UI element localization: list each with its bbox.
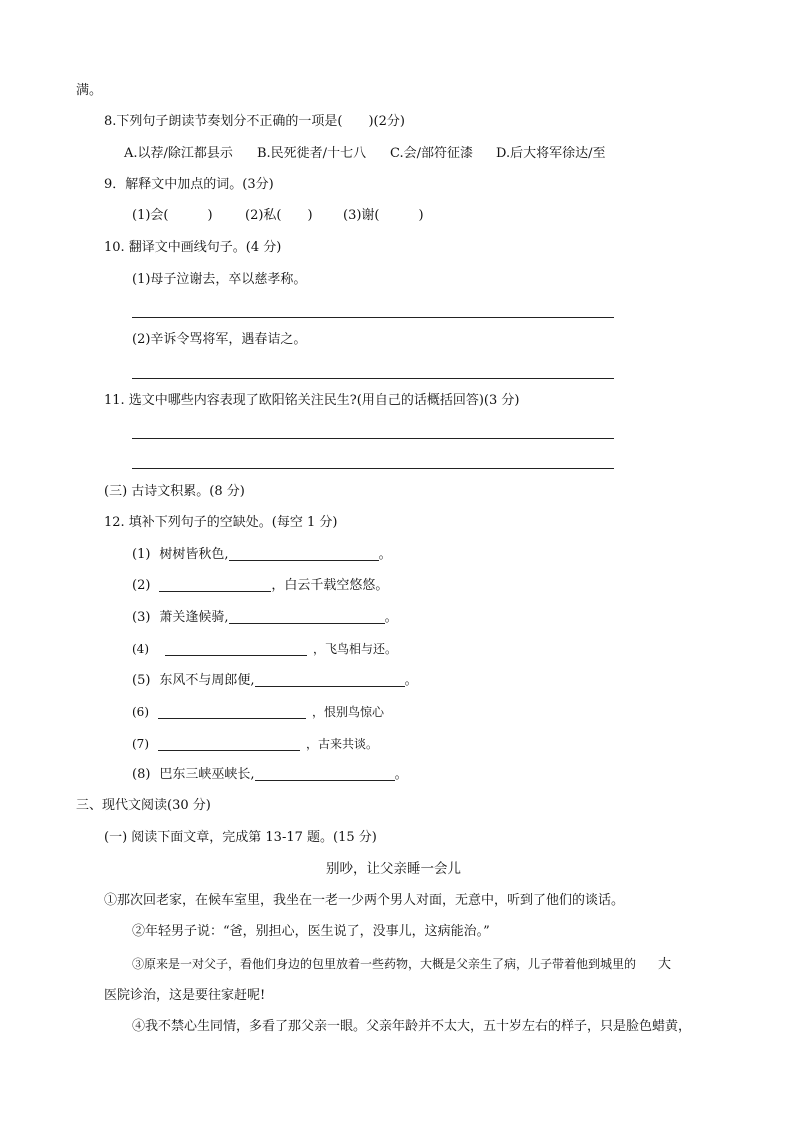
fill-item-8	[132, 766, 408, 784]
article-title: 别吵，让父亲睡一会儿	[326, 861, 461, 877]
fill-blank[interactable]	[229, 548, 379, 561]
fill-item-3	[132, 609, 398, 627]
paragraph-3-line-1	[132, 955, 671, 974]
section-heading-ancient-poetry: (三) 古诗文积累。(8 分)	[104, 484, 245, 499]
answer-line[interactable]	[132, 438, 614, 439]
fill-number: (8)	[132, 767, 151, 782]
fill-blank[interactable]	[229, 611, 385, 624]
fill-text: ，恨别鸟惊心	[312, 705, 385, 719]
question-9-item-3: (3)谢( )	[343, 208, 424, 223]
fill-text: ，白云千载空悠悠。	[271, 578, 389, 593]
question-10-item-1: (1)母子泣谢去，卒以慈孝称。	[132, 272, 307, 287]
fill-blank[interactable]	[165, 643, 307, 656]
fill-item-7	[132, 735, 378, 753]
question-8-option-d: D.后大将军徐达/至	[496, 146, 606, 161]
fill-number: (4)	[132, 642, 149, 656]
fill-text: ，飞鸟相与还。	[313, 642, 398, 656]
fill-end: 。	[384, 610, 398, 625]
question-8-option-a: A.以荐/除江都县示	[124, 146, 233, 161]
fill-number: (1)	[132, 547, 151, 562]
fill-blank[interactable]	[159, 579, 271, 592]
part-3-heading: 三、现代文阅读(30 分)	[76, 798, 211, 813]
continued-text: 满。	[76, 83, 103, 98]
paragraph-4: ④我不禁心生同情，多看了那父亲一眼。父亲年龄并不太大，五十岁左右的样子，只是脸色蜡黄，	[132, 1019, 692, 1034]
paragraph-3-text: ③原来是一对父子，看他们身边的包里放着一些药物，大概是父亲生了病，儿子带着他到城里的	[132, 957, 637, 971]
fill-blank[interactable]	[158, 738, 300, 751]
question-8-option-c: C.会/部符征漆	[390, 146, 473, 161]
question-9-item-1: (1)会( )	[132, 208, 213, 223]
question-9-stem: 9．解释文中加点的词。(3分)	[104, 177, 274, 192]
fill-blank[interactable]	[255, 674, 405, 687]
fill-item-6	[132, 703, 384, 721]
question-8-stem: 8.下列句子朗读节奏划分不正确的一项是( )(2分)	[104, 114, 405, 129]
answer-line[interactable]	[132, 317, 614, 318]
paragraph-3-line-2: 医院诊治，这是要往家赶呢!	[104, 988, 266, 1003]
fill-text: 树树皆秋色,	[159, 547, 229, 562]
fill-item-4	[132, 640, 397, 658]
fill-number: (6)	[132, 705, 149, 719]
fill-number: (5)	[132, 673, 151, 688]
fill-item-5	[132, 672, 418, 690]
fill-text: 东风不与周郎便,	[159, 673, 255, 688]
question-11-stem: 11. 选文中哪些内容表现了欧阳铭关注民生?(用自己的话概括回答)(3 分)	[104, 393, 520, 408]
fill-number: (7)	[132, 737, 149, 751]
fill-blank[interactable]	[158, 706, 306, 719]
fill-text: ，古来共谈。	[306, 737, 379, 751]
paragraph-3-tail: 大	[658, 957, 672, 972]
answer-line[interactable]	[132, 378, 614, 379]
question-10-stem: 10. 翻译文中画线句子。(4 分)	[104, 240, 282, 255]
fill-text: 巴东三峡巫峡长,	[159, 767, 255, 782]
question-10-item-2: (2)辛诉令骂将军，遇春诘之。	[132, 332, 307, 347]
answer-line[interactable]	[132, 468, 614, 469]
fill-end: 。	[404, 673, 418, 688]
fill-item-1	[132, 546, 392, 564]
question-8-option-b: B.民死徙者/十七八	[257, 146, 367, 161]
fill-blank[interactable]	[255, 768, 395, 781]
fill-item-2	[132, 577, 388, 595]
fill-text: 萧关逢候骑,	[159, 610, 229, 625]
fill-end: 。	[394, 767, 408, 782]
question-9-item-2: (2)私( )	[245, 208, 313, 223]
paragraph-1: ①那次回老家，在候车室里，我坐在一老一少两个男人对面，无意中，听到了他们的谈话。	[104, 893, 625, 908]
question-12-stem: 12. 填补下列句子的空缺处。(每空 1 分)	[104, 515, 338, 530]
paragraph-2: ②年轻男子说：“爸，别担心，医生说了，没事儿，这病能治。”	[132, 924, 490, 939]
fill-number: (2)	[132, 578, 151, 593]
fill-number: (3)	[132, 610, 151, 625]
reading-1-heading: (一) 阅读下面文章，完成第 13-17 题。(15 分)	[104, 830, 377, 845]
fill-end: 。	[378, 547, 392, 562]
